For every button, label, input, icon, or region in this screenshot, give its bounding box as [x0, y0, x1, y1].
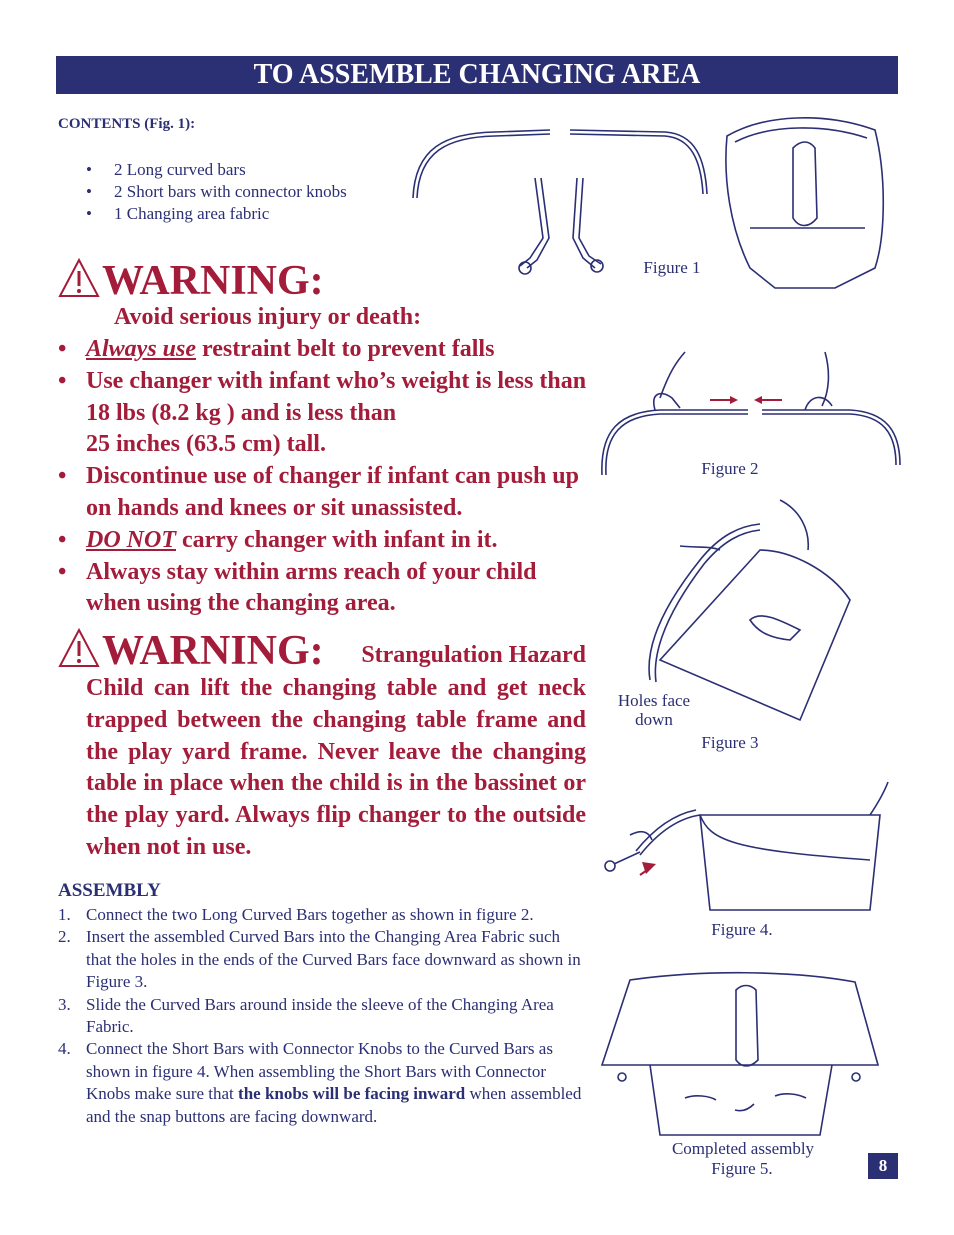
warning-item: • DO NOT carry changer with infant in it.: [58, 525, 592, 557]
section-header: TO ASSEMBLE CHANGING AREA: [56, 56, 898, 94]
list-item: • 2 Short bars with connector knobs: [86, 181, 347, 203]
warning-item: • Use changer with infant who’s weight is less than 18 lbs (8.2 kg ) and is less than 25 inches (63.5 cm) tall.: [58, 366, 592, 461]
warning-item: • Always stay within arms reach of your child when using the changing area.: [58, 557, 592, 621]
assembly-step: 2. Insert the assembled Curved Bars into the Changing Area Fabric such that the holes in the ends of the Curved Bars face downward as shown in Figure 3.: [58, 927, 581, 992]
figure-3-caption: Figure 3: [701, 733, 759, 752]
figure-4-caption: Figure 4.: [711, 920, 773, 939]
warning-title: WARNING:: [102, 258, 324, 304]
assembly-steps: [58, 904, 588, 1128]
figure-5-caption: Figure 5.: [711, 1159, 773, 1178]
warning-subtitle: Avoid serious injury or death:: [114, 304, 422, 330]
list-item: • 2 Long curved bars: [86, 159, 347, 181]
figure-5-note: Completed assembly: [671, 1139, 815, 1158]
warning-item-cont: 25 inches (63.5 cm) tall.: [86, 431, 326, 458]
contents-title: CONTENTS (Fig. 1):: [58, 116, 196, 132]
warning-item: • Always use restraint belt to prevent falls: [58, 334, 592, 366]
warning-triangle-icon: [58, 628, 100, 668]
assembly-step: 3. Slide the Curved Bars around inside the sleeve of the Changing Area Fabric.: [58, 994, 554, 1037]
assembly-title: ASSEMBLY: [58, 880, 161, 901]
figure-4-illustration: [600, 780, 900, 915]
warning-heading: WARNING:: [58, 628, 324, 674]
warning-heading: [58, 258, 324, 303]
assembly-step: 1. Connect the two Long Curved Bars together as shown in figure 2.: [58, 905, 534, 924]
contents-list: [86, 159, 347, 225]
assembly-step: 4. Connect the Short Bars with Connector Knobs to the Curved Bars as shown in figure 4. When assembling the Short Bars with Connector Knobs make sure that the knobs will be facing inward when assembled and the snap buttons are facing downward.: [58, 1039, 582, 1126]
page-number: 8: [868, 1153, 898, 1179]
warning-item: • Discontinue use of changer if infant can push up on hands and knees or sit unassisted.: [58, 461, 592, 525]
warning-body: Child can lift the changing table and get neck trapped between the changing table frame and the play yard frame. Never leave the changing table in place when the child is in the bassinet or the play yard. Always flip changer to the outside when not in use.: [86, 675, 586, 860]
figure-3-note: Holes face down: [617, 691, 691, 729]
strangulation-warning: [58, 628, 586, 864]
warning-list: [58, 334, 592, 620]
warning-triangle-icon: [58, 258, 100, 298]
hazard-label: Strangulation Hazard: [361, 642, 586, 668]
figure-5-illustration: [600, 970, 880, 1140]
figure-2-caption: Figure 2: [701, 459, 759, 478]
figure-1-caption: Figure 1: [643, 258, 701, 277]
list-item: • 1 Changing area fabric: [86, 203, 347, 225]
